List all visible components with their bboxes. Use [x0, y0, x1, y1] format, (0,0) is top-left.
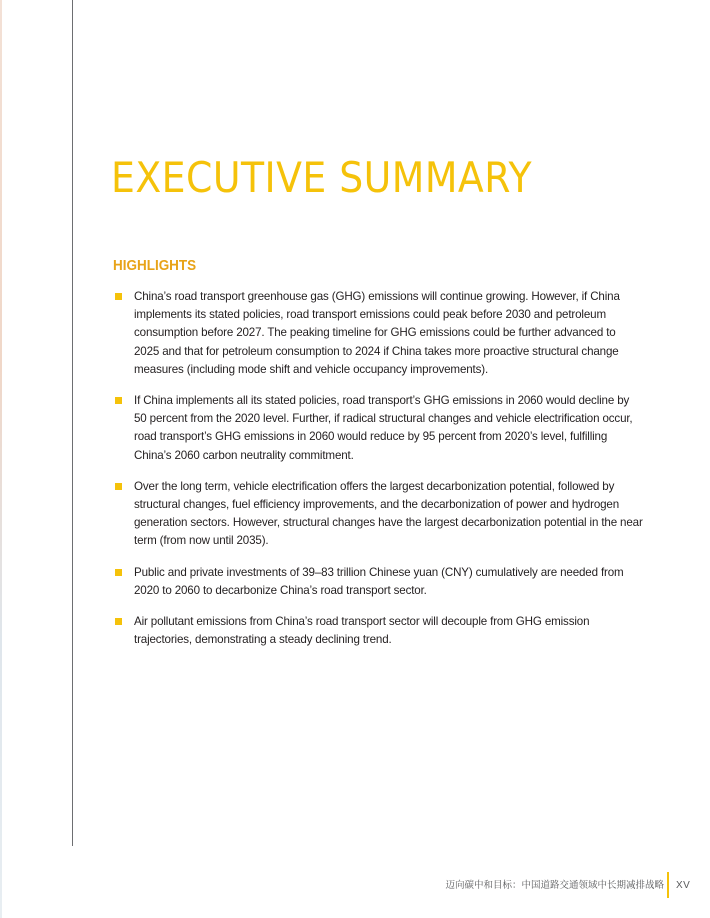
highlight-item	[113, 613, 643, 649]
highlight-text: Over the long term, vehicle electrification offers the largest decarbonization potential, followed by structural changes, fuel efficiency improvements, and the decarbonization of power and hydrogen generation sectors. However, structural changes have the largest decarbonization potential in the near term (from now until 2035).	[134, 479, 643, 548]
square-bullet-icon	[115, 569, 122, 576]
highlight-text: If China implements all its stated policies, road transport’s GHG emissions in 2060 would decline by 50 percent from the 2020 level. Further, if radical structural changes and vehicle electrification occur, road transport’s GHG emissions in 2060 would reduce by 95 percent from 2020’s level, fulfilling China’s 2060 carbon neutrality commitment.	[134, 394, 633, 462]
highlights-list	[113, 288, 643, 662]
square-bullet-icon	[115, 618, 122, 625]
square-bullet-icon	[115, 397, 122, 404]
highlight-text: Air pollutant emissions from China’s road transport sector will decouple from GHG emission trajectories, demonstrating a steady declining trend.	[134, 615, 590, 647]
square-bullet-icon	[115, 293, 122, 300]
margin-rule	[72, 0, 73, 846]
page-title: EXECUTIVE SUMMARY	[111, 153, 533, 202]
footer-divider	[667, 872, 669, 898]
highlight-item	[113, 478, 643, 551]
highlight-text: China’s road transport greenhouse gas (GHG) emissions will continue growing. However, if China implements its stated policies, road transport emissions could peak before 2030 and petroleum consumption before 2027. The peaking timeline for GHG emissions could be further advanced to 2025 and that for petroleum consumption to 2024 if China takes more proactive structural change measures (including mode shift and vehicle occupancy improvements).	[134, 290, 620, 376]
page-edge-strip	[0, 0, 2, 918]
highlight-item	[113, 288, 643, 379]
footer-running-title: 迈向碳中和目标：中国道路交通领域中长期减排战略	[445, 880, 664, 891]
highlight-item	[113, 564, 643, 600]
page-number: XV	[676, 880, 691, 891]
highlight-item	[113, 392, 643, 465]
square-bullet-icon	[115, 483, 122, 490]
section-heading-highlights: HIGHLIGHTS	[113, 258, 197, 274]
highlight-text: Public and private investments of 39–83 trillion Chinese yuan (CNY) cumulatively are needed from 2020 to 2060 to decarbonize China’s road transport sector.	[134, 565, 624, 597]
